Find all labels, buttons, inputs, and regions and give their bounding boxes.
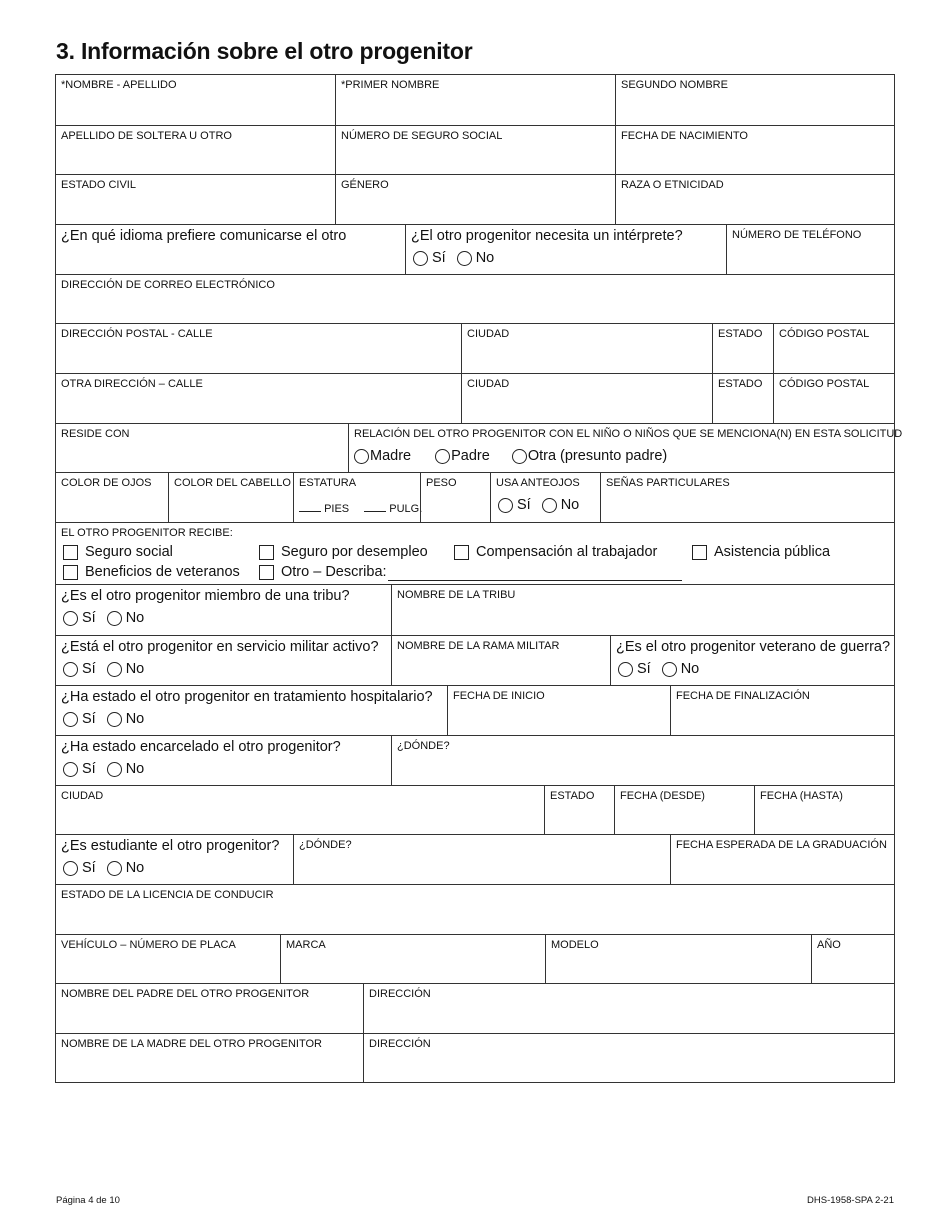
other-street-label: OTRA DIRECCIÓN – CALLE <box>61 378 203 390</box>
radio-icon[interactable] <box>107 762 122 777</box>
birthdate-label: FECHA DE NACIMIENTO <box>621 130 748 142</box>
model-label: MODELO <box>551 939 599 951</box>
radio-icon[interactable] <box>542 498 557 513</box>
jail-city-label: CIUDAD <box>61 790 104 802</box>
yes-label: Sí <box>82 661 96 677</box>
hospital-options <box>63 711 155 728</box>
benefit-social-security[interactable] <box>63 544 173 561</box>
yes-label: Sí <box>432 250 446 266</box>
radio-icon[interactable] <box>354 449 369 464</box>
radio-icon[interactable] <box>107 662 122 677</box>
ssn-field[interactable] <box>335 126 615 175</box>
height-field[interactable] <box>293 473 423 523</box>
tribe-question: ¿Es el otro progenitor miembro de una tribu? <box>61 588 350 604</box>
jail-question-field <box>56 736 391 786</box>
benefit-other[interactable] <box>259 564 682 581</box>
yes-label: Sí <box>82 610 96 626</box>
jail-state-field[interactable] <box>544 786 614 835</box>
gender-label: GÉNERO <box>341 179 389 191</box>
gender-field[interactable] <box>335 175 615 225</box>
military-options <box>63 661 155 678</box>
row-benefits <box>56 522 894 585</box>
military-question-field <box>56 636 391 686</box>
tribe-options <box>63 610 155 627</box>
mother-label: Madre <box>370 448 412 464</box>
feet-blank[interactable] <box>299 511 321 512</box>
jail-options <box>63 761 155 778</box>
row-tribe <box>56 584 894 636</box>
inches-label: PULG. <box>389 503 423 515</box>
military-question: ¿Está el otro progenitor en servicio militar activo? <box>61 639 379 655</box>
veteran-no[interactable] <box>662 661 700 678</box>
hospital-yes[interactable] <box>63 711 96 728</box>
radio-icon[interactable] <box>63 762 78 777</box>
middle-name-label: SEGUNDO NOMBRE <box>621 79 728 91</box>
no-label: No <box>680 661 700 677</box>
yes-label: Sí <box>82 860 96 876</box>
graduation-date-label: FECHA ESPERADA DE LA GRADUACIÓN <box>676 839 887 851</box>
email-label: DIRECCIÓN DE CORREO ELECTRÓNICO <box>61 279 275 291</box>
ethnicity-label: RAZA O ETNICIDAD <box>621 179 724 191</box>
make-label: MARCA <box>286 939 326 951</box>
form-id: DHS-1958-SPA 2-21 <box>807 1195 894 1206</box>
row-jail-location <box>56 785 894 835</box>
no-label: No <box>475 250 495 266</box>
row-incarceration <box>56 735 894 786</box>
feet-label: PIES <box>324 503 350 515</box>
radio-icon[interactable] <box>63 611 78 626</box>
row-names <box>56 75 894 125</box>
radio-icon[interactable] <box>107 861 122 876</box>
student-question-field <box>56 835 293 885</box>
benefits-label: EL OTRO PROGENITOR RECIBE: <box>61 527 233 539</box>
row-father <box>56 983 894 1034</box>
military-branch-label: NOMBRE DE LA RAMA MILITAR <box>397 640 560 652</box>
make-field[interactable] <box>280 935 545 984</box>
weight-label: PESO <box>426 477 457 489</box>
social-security-label: Seguro social <box>85 544 173 560</box>
radio-icon[interactable] <box>63 712 78 727</box>
radio-icon[interactable] <box>618 662 633 677</box>
interpreter-options <box>413 250 505 267</box>
military-yes[interactable] <box>63 661 96 678</box>
weight-field[interactable] <box>420 473 490 523</box>
jail-question: ¿Ha estado encarcelado el otro progenitor? <box>61 739 341 755</box>
other-state-field[interactable] <box>712 374 773 424</box>
radio-icon[interactable] <box>662 662 677 677</box>
mother-name-field[interactable] <box>56 1034 363 1083</box>
jail-to-label: FECHA (HASTA) <box>760 790 843 802</box>
checkbox-icon[interactable] <box>63 545 78 560</box>
mailing-state-label: ESTADO <box>718 328 763 340</box>
height-units <box>299 503 422 515</box>
mailing-street-label: DIRECCIÓN POSTAL - CALLE <box>61 328 213 340</box>
other-city-label: CIUDAD <box>467 378 510 390</box>
interpreter-question: ¿El otro progenitor necesita un intérprete? <box>411 228 683 244</box>
mother-address-label: DIRECCIÓN <box>369 1038 431 1050</box>
checkbox-icon[interactable] <box>454 545 469 560</box>
other-parent-form <box>55 74 903 1083</box>
yes-label: Sí <box>517 497 531 513</box>
tribe-name-field[interactable] <box>391 585 894 636</box>
yes-label: Sí <box>82 761 96 777</box>
public-assistance-label: Asistencia pública <box>714 544 831 560</box>
email-field[interactable] <box>56 275 894 324</box>
phone-field[interactable] <box>726 225 894 275</box>
plate-label: VEHÍCULO – NÚMERO DE PLACA <box>61 939 236 951</box>
jail-where-label: ¿DÓNDE? <box>397 740 450 752</box>
page-number: Página 4 de 10 <box>56 1195 120 1206</box>
mother-address-field[interactable] <box>363 1034 894 1083</box>
father-address-label: DIRECCIÓN <box>369 988 431 1000</box>
eye-color-label: COLOR DE OJOS <box>61 477 152 489</box>
language-question: ¿En qué idioma prefiere comunicarse el otro <box>61 228 347 244</box>
maiden-name-label: APELLIDO DE SOLTERA U OTRO <box>61 130 232 142</box>
row-identity <box>56 125 894 175</box>
inches-blank[interactable] <box>364 511 386 512</box>
yes-label: Sí <box>82 711 96 727</box>
radio-icon[interactable] <box>498 498 513 513</box>
hospital-no[interactable] <box>107 711 145 728</box>
radio-icon[interactable] <box>435 449 450 464</box>
interpreter-yes[interactable] <box>413 250 446 267</box>
student-question: ¿Es estudiante el otro progenitor? <box>61 838 280 854</box>
row-civil <box>56 174 894 225</box>
row-mother <box>56 1033 894 1083</box>
marital-status-label: ESTADO CIVIL <box>61 179 136 191</box>
mother-name-label: NOMBRE DE LA MADRE DEL OTRO PROGENITOR <box>61 1038 322 1050</box>
father-name-field[interactable] <box>56 984 363 1034</box>
other-zip-label: CÓDIGO POSTAL <box>779 378 870 390</box>
hospital-question-field <box>56 686 447 736</box>
glasses-no[interactable] <box>542 497 580 514</box>
other-relationship-label: Otra (presunto padre) <box>527 448 668 464</box>
license-status-field[interactable] <box>56 885 894 935</box>
year-field[interactable] <box>811 935 894 984</box>
interpreter-no[interactable] <box>457 250 495 267</box>
year-label: AÑO <box>817 939 841 951</box>
row-relationship <box>56 423 903 473</box>
checkbox-icon[interactable] <box>63 565 78 580</box>
hair-color-field[interactable] <box>168 473 293 523</box>
glasses-options <box>498 497 590 514</box>
last-name-field[interactable] <box>56 75 335 125</box>
resides-with-field[interactable] <box>56 424 348 473</box>
mailing-street-field[interactable] <box>56 324 461 374</box>
eye-color-field[interactable] <box>56 473 168 523</box>
hospital-start-field[interactable] <box>447 686 670 736</box>
first-name-label: *PRIMER NOMBRE <box>341 79 440 91</box>
last-name-label: *NOMBRE - APELLIDO <box>61 79 177 91</box>
marks-label: SEÑAS PARTICULARES <box>606 477 730 489</box>
middle-name-field[interactable] <box>615 75 894 125</box>
radio-icon[interactable] <box>512 449 527 464</box>
jail-city-field[interactable] <box>56 786 544 835</box>
license-status-label: ESTADO DE LA LICENCIA DE CONDUCIR <box>61 889 274 901</box>
no-label: No <box>560 497 580 513</box>
jail-where-field[interactable] <box>391 736 894 786</box>
checkbox-icon[interactable] <box>692 545 707 560</box>
other-benefit-label: Otro – Describa: <box>281 564 387 580</box>
yes-label: Sí <box>637 661 651 677</box>
other-zip-field[interactable] <box>773 374 894 424</box>
benefit-veterans[interactable] <box>63 564 240 581</box>
father-address-field[interactable] <box>363 984 894 1034</box>
glasses-yes[interactable] <box>498 497 531 514</box>
row-military <box>56 635 894 686</box>
maiden-name-field[interactable] <box>56 126 335 175</box>
row-other-address <box>56 373 894 424</box>
radio-icon[interactable] <box>107 611 122 626</box>
relationship-other[interactable] <box>512 448 667 465</box>
student-yes[interactable] <box>63 860 96 877</box>
no-label: No <box>125 711 145 727</box>
father-name-label: NOMBRE DEL PADRE DEL OTRO PROGENITOR <box>61 988 310 1000</box>
checkbox-icon[interactable] <box>259 545 274 560</box>
veteran-yes[interactable] <box>618 661 651 678</box>
jail-from-label: FECHA (DESDE) <box>620 790 705 802</box>
first-name-field[interactable] <box>335 75 615 125</box>
other-benefit-input[interactable] <box>388 565 682 581</box>
radio-icon[interactable] <box>107 712 122 727</box>
jail-no[interactable] <box>107 761 145 778</box>
veteran-question: ¿Es el otro progenitor veterano de guerra? <box>616 639 891 655</box>
phone-label: NÚMERO DE TELÉFONO <box>732 229 862 241</box>
page-title: 3. Información sobre el otro progenitor <box>56 38 473 64</box>
benefit-workers-comp[interactable] <box>454 544 657 561</box>
relationship-mother[interactable] <box>354 448 411 465</box>
school-where-label: ¿DÓNDE? <box>299 839 352 851</box>
checkbox-icon[interactable] <box>259 565 274 580</box>
language-field[interactable] <box>56 225 405 275</box>
father-label: Padre <box>451 448 490 464</box>
student-no[interactable] <box>107 860 145 877</box>
hospital-end-field[interactable] <box>670 686 894 736</box>
ethnicity-field[interactable] <box>615 175 894 225</box>
hospital-question: ¿Ha estado el otro progenitor en tratamiento hospitalario? <box>61 689 433 705</box>
graduation-date-field[interactable] <box>670 835 894 885</box>
row-mailing-address <box>56 323 894 374</box>
row-hospital <box>56 685 894 736</box>
row-student <box>56 834 894 885</box>
benefit-unemployment[interactable] <box>259 544 428 561</box>
student-options <box>63 860 155 877</box>
radio-icon[interactable] <box>457 251 472 266</box>
benefit-public-assistance[interactable] <box>692 544 830 561</box>
row-license <box>56 884 894 935</box>
glasses-field <box>490 473 600 523</box>
jail-from-field[interactable] <box>614 786 754 835</box>
other-street-field[interactable] <box>56 374 461 424</box>
hospital-end-label: FECHA DE FINALIZACIÓN <box>676 690 810 702</box>
tribe-name-label: NOMBRE DE LA TRIBU <box>397 589 516 601</box>
veteran-options <box>618 661 710 678</box>
hospital-start-label: FECHA DE INICIO <box>453 690 545 702</box>
military-branch-field[interactable] <box>391 636 610 686</box>
row-vehicle <box>56 934 894 984</box>
workers-comp-label: Compensación al trabajador <box>476 544 658 560</box>
no-label: No <box>125 610 145 626</box>
tribe-yes[interactable] <box>63 610 96 627</box>
relationship-field <box>348 424 903 473</box>
tribe-question-field <box>56 585 391 636</box>
row-email <box>56 274 894 324</box>
radio-icon[interactable] <box>63 662 78 677</box>
relationship-options <box>354 448 678 465</box>
mailing-zip-label: CÓDIGO POSTAL <box>779 328 870 340</box>
veterans-label: Beneficios de veteranos <box>85 564 240 580</box>
military-no[interactable] <box>107 661 145 678</box>
mailing-city-field[interactable] <box>461 324 712 374</box>
radio-icon[interactable] <box>63 861 78 876</box>
other-city-field[interactable] <box>461 374 712 424</box>
no-label: No <box>125 761 145 777</box>
tribe-no[interactable] <box>107 610 145 627</box>
plate-field[interactable] <box>56 935 280 984</box>
marks-field[interactable] <box>600 473 894 523</box>
mailing-state-field[interactable] <box>712 324 773 374</box>
jail-to-field[interactable] <box>754 786 894 835</box>
no-label: No <box>125 860 145 876</box>
radio-icon[interactable] <box>413 251 428 266</box>
relationship-label: RELACIÓN DEL OTRO PROGENITOR CON EL NIÑO O NIÑOS QUE SE MENCIONA(N) EN ESTA SOLICITUD <box>354 428 903 440</box>
interpreter-field <box>405 225 726 275</box>
jail-state-label: ESTADO <box>550 790 595 802</box>
mailing-zip-field[interactable] <box>773 324 894 374</box>
jail-yes[interactable] <box>63 761 96 778</box>
glasses-label: USA ANTEOJOS <box>496 477 580 489</box>
marital-status-field[interactable] <box>56 175 335 225</box>
resides-with-label: RESIDE CON <box>61 428 130 440</box>
relationship-father[interactable] <box>435 448 490 465</box>
other-state-label: ESTADO <box>718 378 763 390</box>
mailing-city-label: CIUDAD <box>467 328 510 340</box>
row-language <box>56 224 894 275</box>
birthdate-field[interactable] <box>615 126 894 175</box>
no-label: No <box>125 661 145 677</box>
veteran-question-field <box>610 636 894 686</box>
row-physical <box>56 472 894 523</box>
height-label: ESTATURA <box>299 477 357 489</box>
model-field[interactable] <box>545 935 811 984</box>
hair-color-label: COLOR DEL CABELLO <box>174 477 291 489</box>
ssn-label: NÚMERO DE SEGURO SOCIAL <box>341 130 503 142</box>
unemployment-label: Seguro por desempleo <box>281 544 428 560</box>
school-where-field[interactable] <box>293 835 670 885</box>
